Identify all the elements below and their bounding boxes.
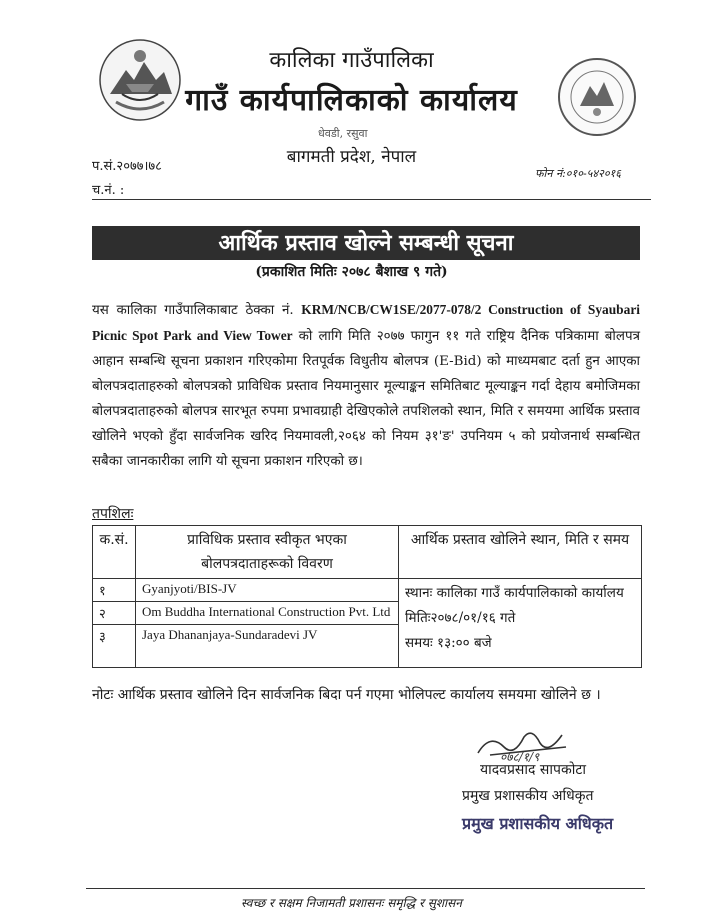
opening-time: समयः १३:०० बजे — [405, 635, 492, 651]
municipality-seal-icon — [556, 56, 638, 138]
notice-body-main: को लागि मिति २०७७ फागुन ११ गते राष्ट्रिय दैनिक पत्रिकामा बोलपत्र आहान सम्बन्धि सूचना प्रकाशन गरिएकोमा रितपूर्वक विधुतीय बोलपत्र (E-Bid) को माध्यमबाट दर्ता हुन आएका बोलपत्रदाताहरुको बोलपत्रको प्राविधिक प्रस्ताव नियमानुसार मूल्याङ्कन समितिबाट मूल्याङ्कन गर्दा देहाय बमोजिमका बोलपत्रदाताहरुको बोलपत्र सारभूत रुपमा प्रभावग्राही देखिएकोले तपशिलको स्थान, मिति र समयमा आर्थिक प्रस्ताव खोलिने भएको हुँदा सार्वजनिक खरिद नियमावली,२०६४ को नियम ३१'ङ' उपनियम ५ को प्रयोजनार्थ सम्बन्धित सबैका जानकारीका लागि यो सूचना प्रकाशन गरिएको छ। — [92, 329, 640, 469]
column-bidder: प्राविधिक प्रस्ताव स्वीकृत भएका बोलपत्रदाताहरूको विवरण — [136, 526, 399, 579]
dispatch-number: च.नं. : — [92, 183, 125, 198]
office-name: गाउँ कार्यपालिकाको कार्यालय — [185, 83, 518, 118]
notice-body — [92, 297, 640, 474]
signer-name: यादवप्रसाद सापकोटा — [480, 762, 587, 778]
opening-details — [399, 579, 642, 668]
office-stamp-text: धेवडी, रसुवा — [318, 127, 368, 140]
note-text: नोटः आर्थिक प्रस्ताव खोलिने दिन सार्वजनिक बिदा पर्न गएमा भोलिपल्ट कार्यालय समयमा खोलिने छ । — [92, 687, 601, 703]
phone-number: फोन नं:०१०-५४२०१६ — [535, 167, 621, 180]
opening-date: मितिः२०७८/०१/१६ गते — [405, 610, 516, 626]
svg-text:०७८/१/९: ०७८/१/९ — [500, 750, 540, 764]
row-bidder-name: Gyanjyoti/BIS-JV — [136, 579, 399, 602]
row-bidder-name: Jaya Dhananjaya-Sundaradevi JV — [136, 625, 399, 668]
municipality-name: कालिका गाउँपालिका — [269, 48, 434, 73]
signer-title: प्रमुख प्रशासकीय अधिकृत — [462, 788, 594, 804]
table-header-row — [93, 526, 642, 579]
bidder-table — [92, 525, 642, 668]
column-serial: क.सं. — [93, 526, 136, 579]
contract-reference: KRM/NCB/CW1SE/2077-078/2 Construction of Syaubari Picnic Spot Park and View Tower — [92, 302, 640, 343]
footer-divider — [86, 888, 645, 889]
opening-location: स्थानः कालिका गाउँ कार्यपालिकाको कार्यालय — [405, 585, 624, 601]
signature-icon — [470, 725, 580, 765]
province-line: बागमती प्रदेश, नेपाल — [286, 147, 417, 167]
reference-number: प.सं.२०७७।७८ — [92, 159, 162, 174]
table-row — [93, 579, 642, 602]
header-divider — [92, 199, 651, 200]
notice-title: आर्थिक प्रस्ताव खोल्ने सम्बन्धी सूचना — [92, 226, 640, 260]
row-serial: २ — [93, 602, 136, 625]
notice-body-intro: यस कालिका गाउँपालिकाबाट ठेक्का नं. — [92, 303, 302, 318]
details-heading: तपशिलः — [92, 506, 134, 522]
row-serial: १ — [93, 579, 136, 602]
footer-motto: स्वच्छ र सक्षम निजामती प्रशासनः समृद्धि र सुशासन — [241, 896, 462, 910]
row-serial: ३ — [93, 625, 136, 668]
column-opening: आर्थिक प्रस्ताव खोलिने स्थान, मिति र समय — [399, 526, 642, 579]
signer-stamp: प्रमुख प्रशासकीय अधिकृत — [462, 814, 614, 833]
row-bidder-name: Om Buddha International Construction Pvt. Ltd — [136, 602, 399, 625]
published-date: (प्रकाशित मितिः २०७८ बैशाख ९ गते) — [255, 264, 448, 280]
